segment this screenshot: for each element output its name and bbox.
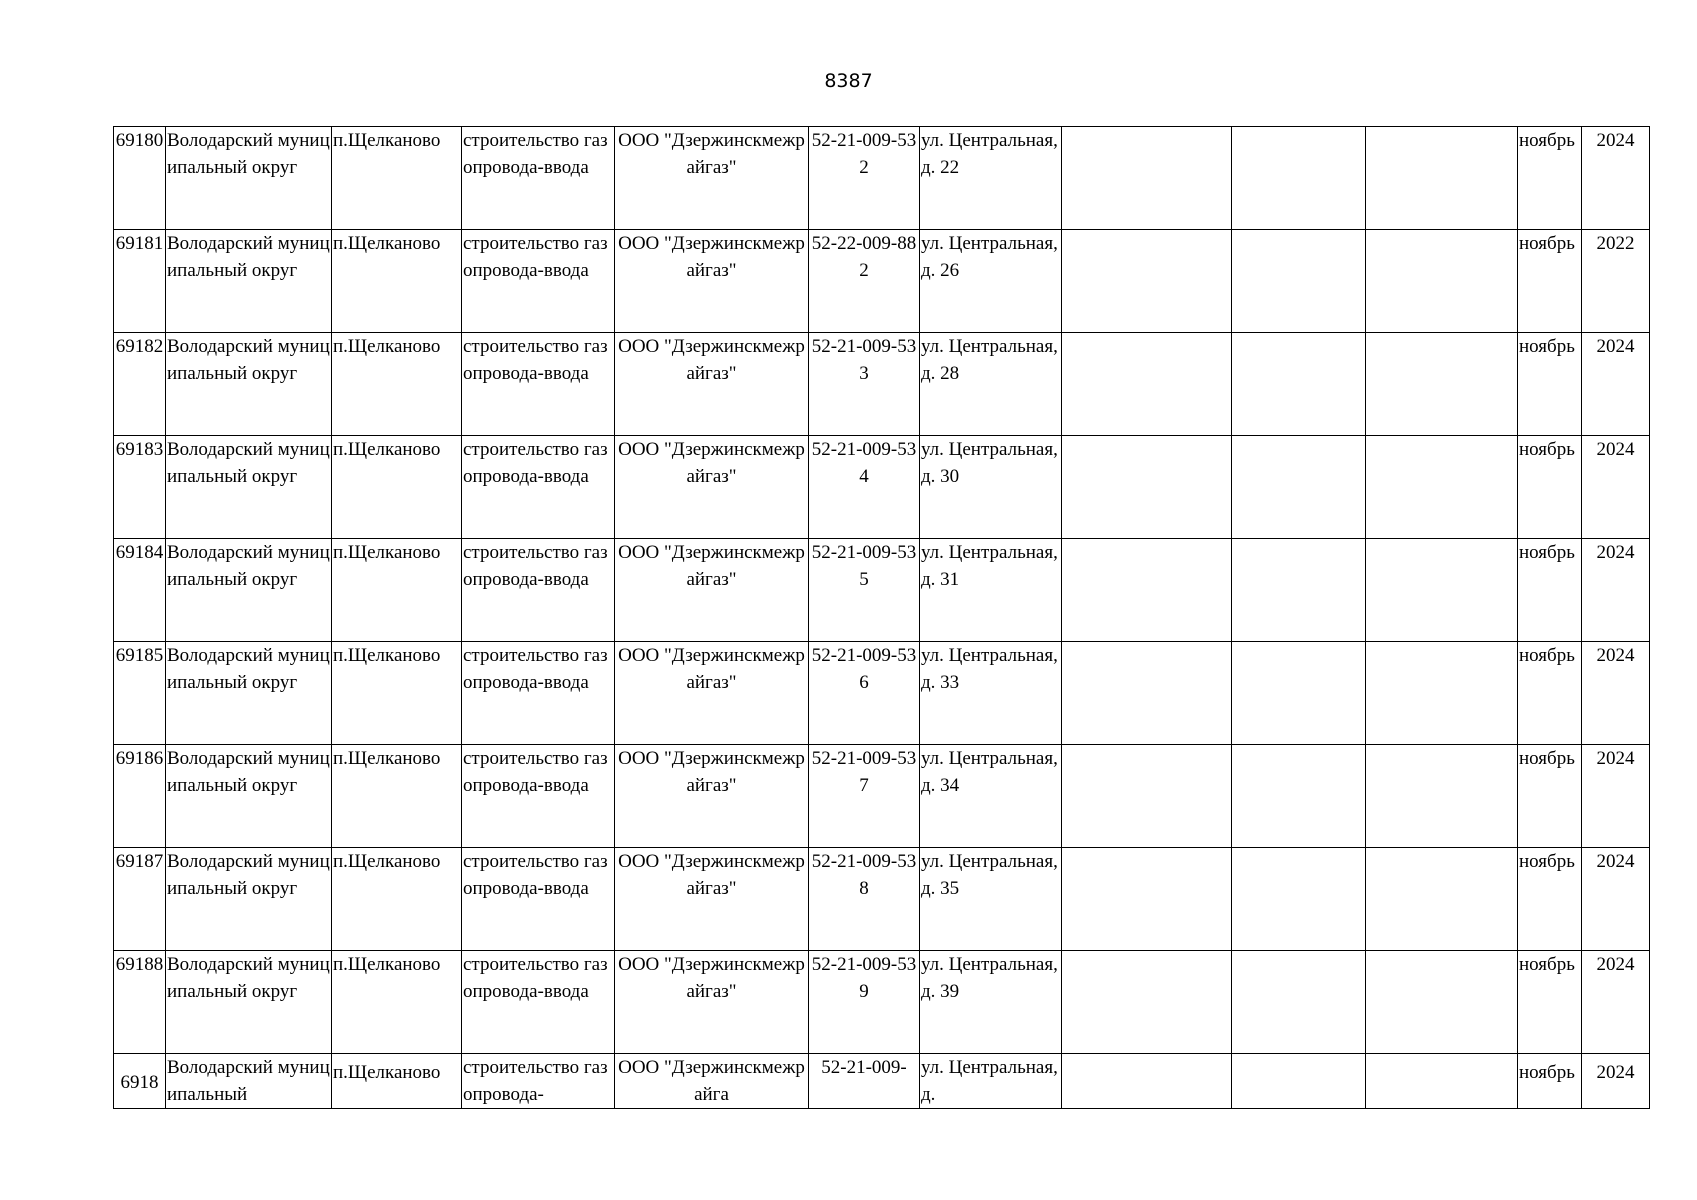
cell-code: 52-21-009-538 [809, 848, 920, 951]
cell-year: 2024 [1582, 848, 1650, 951]
cell-empty [1232, 436, 1366, 539]
cell-empty [1366, 642, 1518, 745]
cell-organization: ООО "Дзержинскмежрайгаз" [615, 951, 809, 1054]
table-row [114, 333, 1650, 436]
cell-month: ноябрь [1518, 1054, 1582, 1109]
cell-address: ул. Центральная, д. 26 [920, 230, 1062, 333]
cell-empty [1232, 1054, 1366, 1109]
cell-district: Володарский муниципальный округ [166, 745, 332, 848]
cell-empty [1062, 539, 1232, 642]
cell-work-type: строительство газопровода-ввода [462, 745, 615, 848]
cell-district: Володарский муниципальный округ [166, 642, 332, 745]
cell-work-type: строительство газопровода-ввода [462, 127, 615, 230]
cell-year: 2024 [1582, 539, 1650, 642]
cell-work-type: строительство газопровода-ввода [462, 230, 615, 333]
cell-month: ноябрь [1518, 127, 1582, 230]
cell-organization: ООО "Дзержинскмежрайгаз" [615, 333, 809, 436]
table-row [114, 539, 1650, 642]
page-number: 8387 [824, 70, 873, 92]
cell-empty [1232, 848, 1366, 951]
cell-number: 69187 [114, 848, 166, 951]
cell-address: ул. Центральная, д. 34 [920, 745, 1062, 848]
cell-month: ноябрь [1518, 951, 1582, 1054]
cell-organization: ООО "Дзержинскмежрайгаз" [615, 745, 809, 848]
cell-work-type: строительство газопровода-ввода [462, 642, 615, 745]
cell-empty [1232, 951, 1366, 1054]
cell-empty [1232, 539, 1366, 642]
cell-settlement: п.Щелканово [332, 127, 462, 230]
cell-settlement: п.Щелканово [332, 642, 462, 745]
cell-year: 2024 [1582, 745, 1650, 848]
cell-month: ноябрь [1518, 333, 1582, 436]
cell-settlement: п.Щелканово [332, 1054, 462, 1109]
cell-empty [1062, 230, 1232, 333]
cell-district: Володарский муниципальный округ [166, 333, 332, 436]
cell-settlement: п.Щелканово [332, 230, 462, 333]
cell-district: Володарский муниципальный округ [166, 230, 332, 333]
cell-address: ул. Центральная, д. 39 [920, 951, 1062, 1054]
cell-settlement: п.Щелканово [332, 745, 462, 848]
cell-address: ул. Центральная, д. 35 [920, 848, 1062, 951]
cell-month: ноябрь [1518, 745, 1582, 848]
cell-empty [1062, 333, 1232, 436]
cell-district: Володарский муниципальный округ [166, 951, 332, 1054]
cell-number: 69183 [114, 436, 166, 539]
cell-code: 52-22-009-882 [809, 230, 920, 333]
cell-code: 52-21-009-539 [809, 951, 920, 1054]
cell-settlement: п.Щелканово [332, 539, 462, 642]
cell-empty [1062, 436, 1232, 539]
cell-work-type: строительство газопровода-ввода [462, 539, 615, 642]
cell-settlement: п.Щелканово [332, 951, 462, 1054]
table-row [114, 230, 1650, 333]
cell-year: 2024 [1582, 1054, 1650, 1109]
cell-work-type: строительство газопровода-ввода [462, 848, 615, 951]
cell-organization: ООО "Дзержинскмежрайгаз" [615, 436, 809, 539]
cell-code: 52-21-009-536 [809, 642, 920, 745]
cell-address: ул. Центральная, д. [920, 1054, 1062, 1109]
cell-address: ул. Центральная, д. 22 [920, 127, 1062, 230]
cell-district: Володарский муниципальный округ [166, 436, 332, 539]
cell-district: Володарский муниципальный [166, 1054, 332, 1109]
cell-empty [1232, 127, 1366, 230]
cell-district: Володарский муниципальный округ [166, 539, 332, 642]
cell-code: 52-21-009-534 [809, 436, 920, 539]
cell-month: ноябрь [1518, 539, 1582, 642]
cell-year: 2024 [1582, 951, 1650, 1054]
cell-work-type: строительство газопровода-ввода [462, 333, 615, 436]
cell-settlement: п.Щелканово [332, 436, 462, 539]
cell-number: 69182 [114, 333, 166, 436]
cell-empty [1366, 951, 1518, 1054]
cell-empty [1232, 745, 1366, 848]
cell-organization: ООО "Дзержинскмежрайгаз" [615, 230, 809, 333]
table-row [114, 745, 1650, 848]
cell-empty [1366, 745, 1518, 848]
cell-empty [1232, 230, 1366, 333]
cell-empty [1366, 127, 1518, 230]
cell-empty [1366, 230, 1518, 333]
cell-number: 69186 [114, 745, 166, 848]
cell-organization: ООО "Дзержинскмежрайгаз" [615, 642, 809, 745]
cell-organization: ООО "Дзержинскмежрайгаз" [615, 539, 809, 642]
cell-empty [1062, 848, 1232, 951]
cell-empty [1366, 539, 1518, 642]
cell-empty [1232, 642, 1366, 745]
cell-address: ул. Центральная, д. 30 [920, 436, 1062, 539]
table-row [114, 1054, 1650, 1109]
cell-code: 52-21-009-533 [809, 333, 920, 436]
cell-empty [1366, 848, 1518, 951]
table-row [114, 951, 1650, 1054]
cell-work-type: строительство газопровода-ввода [462, 951, 615, 1054]
cell-number: 69188 [114, 951, 166, 1054]
cell-address: ул. Центральная, д. 28 [920, 333, 1062, 436]
cell-number: 69181 [114, 230, 166, 333]
cell-month: ноябрь [1518, 848, 1582, 951]
cell-empty [1062, 642, 1232, 745]
table-row [114, 436, 1650, 539]
cell-district: Володарский муниципальный округ [166, 127, 332, 230]
cell-month: ноябрь [1518, 230, 1582, 333]
cell-empty [1062, 127, 1232, 230]
cell-empty [1366, 436, 1518, 539]
cell-month: ноябрь [1518, 436, 1582, 539]
cell-organization: ООО "Дзержинскмежрайгаз" [615, 127, 809, 230]
cell-number: 6918 [114, 1054, 166, 1109]
cell-empty [1062, 1054, 1232, 1109]
cell-district: Володарский муниципальный округ [166, 848, 332, 951]
cell-year: 2024 [1582, 642, 1650, 745]
cell-address: ул. Центральная, д. 31 [920, 539, 1062, 642]
cell-organization: ООО "Дзержинскмежрайгаз" [615, 848, 809, 951]
cell-year: 2024 [1582, 436, 1650, 539]
cell-code: 52-21-009-532 [809, 127, 920, 230]
cell-organization: ООО "Дзержинскмежрайга [615, 1054, 809, 1109]
cell-empty [1232, 333, 1366, 436]
cell-number: 69184 [114, 539, 166, 642]
table-row [114, 642, 1650, 745]
cell-number: 69180 [114, 127, 166, 230]
cell-empty [1366, 1054, 1518, 1109]
table-row [114, 127, 1650, 230]
cell-settlement: п.Щелканово [332, 848, 462, 951]
cell-code: 52-21-009-537 [809, 745, 920, 848]
cell-work-type: строительство газопровода-ввода [462, 436, 615, 539]
cell-code: 52-21-009- [809, 1054, 920, 1109]
cell-empty [1366, 333, 1518, 436]
cell-year: 2024 [1582, 333, 1650, 436]
cell-work-type: строительство газопровода- [462, 1054, 615, 1109]
cell-empty [1062, 951, 1232, 1054]
registry-table [113, 126, 1650, 1109]
cell-settlement: п.Щелканово [332, 333, 462, 436]
cell-empty [1062, 745, 1232, 848]
cell-month: ноябрь [1518, 642, 1582, 745]
cell-address: ул. Центральная, д. 33 [920, 642, 1062, 745]
cell-code: 52-21-009-535 [809, 539, 920, 642]
cell-year: 2022 [1582, 230, 1650, 333]
cell-year: 2024 [1582, 127, 1650, 230]
cell-number: 69185 [114, 642, 166, 745]
table-row [114, 848, 1650, 951]
